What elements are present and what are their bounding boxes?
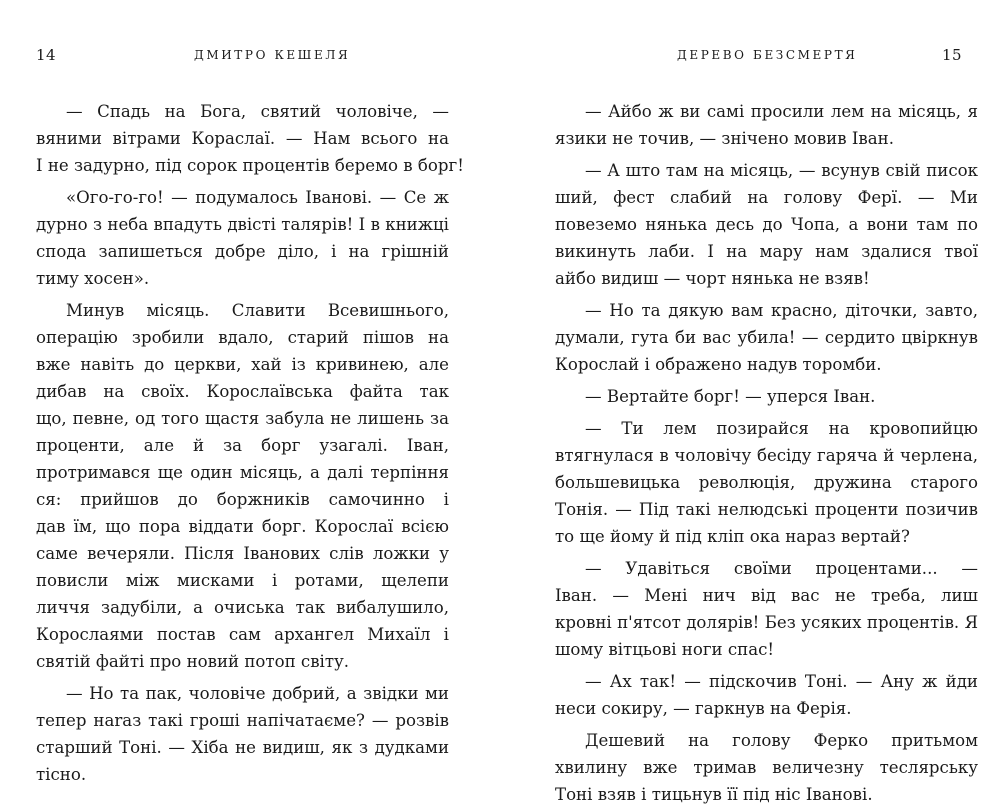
text-line: тісно.	[36, 765, 87, 784]
text-line: думали, гута би вас убила! — сердито цвіркнув	[555, 328, 978, 347]
text-line: протримався ще один місяць, а далі терпіння	[36, 463, 449, 482]
text-line: — Спадь на Бога, святий чоловіче, —	[66, 102, 449, 121]
text-line: кровні п'ятсот долярів! Без усяких процентів. Я	[555, 613, 978, 632]
left-page	[0, 0, 500, 784]
text-line: — Но та дякую вам красно, діточки, завто,	[585, 301, 978, 320]
text-line: тепер наraз такі гроші напічатаєме? — розвів	[36, 711, 449, 730]
page-text	[555, 98, 978, 808]
page-number: 15	[942, 46, 963, 64]
text-line: вяними вітрами Кораслаї. — Нам всього на	[36, 129, 449, 148]
text-line: Дешевий на голову Ферко притьмом	[585, 731, 978, 750]
text-line: спода запишеться добре діло, і на грішній	[36, 242, 449, 261]
text-line: вже навіть до церкви, хай із кривинею, але	[36, 355, 449, 374]
text-line: Тонія. — Під такі нелюдські проценти позичив	[555, 500, 978, 519]
text-line: дибав на своїх. Корослаївська файта так	[36, 382, 449, 401]
text-line: повеземо нянька десь до Чопа, а вони там по	[555, 215, 978, 234]
paragraph	[555, 555, 978, 663]
text-line: дав їм, що пора віддати борг. Корослаї всією	[36, 517, 449, 536]
paragraph	[36, 184, 449, 292]
text-line: хвилину вже тримав величезну теслярську	[555, 758, 978, 777]
text-line: — Но та пак, чоловіче добрий, а звідки ми	[66, 684, 449, 703]
running-head: ДМИТРО КЕШЕЛЯ	[194, 48, 351, 62]
text-line: що, певне, од того щастя забула не лишень за	[36, 409, 449, 428]
paragraph	[36, 297, 449, 675]
text-line: Минув місяць. Славити Всевишнього,	[66, 301, 449, 320]
paragraph	[555, 98, 978, 152]
right-page	[500, 0, 1000, 804]
text-line: — Удавіться своїми процентами... —	[585, 559, 978, 578]
text-line: Корослаями постав сам архангел Михаїл і	[36, 625, 449, 644]
paragraph	[555, 727, 978, 808]
text-line: — Вертайте борг! — уперся Іван.	[585, 387, 876, 406]
text-line: Корослай і ображено надув торомби.	[555, 355, 882, 374]
text-line: шому вітцьові ноги спас!	[555, 640, 775, 659]
text-line: то ще йому й під кліп ока нараз вертай?	[555, 527, 910, 546]
paragraph	[555, 668, 978, 722]
text-line: Тоні взяв і тицьнув її під ніс Іванові.	[555, 785, 873, 804]
text-line: — Ах так! — підскочив Тоні. — Ану ж йди	[585, 672, 978, 691]
text-line: личчя задубіли, а очиська так вибалушило,	[36, 598, 449, 617]
text-line: большевицька революція, дружина старого	[555, 473, 978, 492]
text-line: ся: прийшов до боржників самочинно і	[36, 490, 449, 509]
running-head: ДЕРЕВО БЕЗСМЕРТЯ	[677, 48, 858, 62]
text-line: «Ого-го-го! — подумалось Іванові. — Се ж	[66, 188, 449, 207]
text-line: втягнулася в чоловічу бесіду гаряча й черлена,	[555, 446, 978, 465]
text-line: — Айбо ж ви самі просили лем на місяць, я	[585, 102, 978, 121]
page-number: 14	[36, 46, 57, 64]
paragraph	[555, 415, 978, 550]
text-line: неси сокиру, — гаркнув на Ферія.	[555, 699, 852, 718]
text-line: операцію зробили вдало, старий пішов на	[36, 328, 449, 347]
text-line: тиму хосен».	[36, 269, 150, 288]
text-line: язики не точив, — знічено мовив Іван.	[555, 129, 894, 148]
text-line: Іван. — Мені нич від вас не треба, лиш	[555, 586, 978, 605]
text-line: повисли між мисками і ротами, щелепи	[36, 571, 449, 590]
text-line: — Ти лем позирайся на кровопийцю	[585, 419, 978, 438]
paragraph	[36, 680, 449, 788]
text-line: проценти, але й за борг узагалі. Іван,	[36, 436, 449, 455]
text-line: айбо видиш — чорт нянька не взяв!	[555, 269, 870, 288]
paragraph	[555, 157, 978, 292]
text-line: викинуть лаби. І на мару нам здалися твої	[555, 242, 978, 261]
text-line: святій файті про новий потоп світу.	[36, 652, 350, 671]
text-line: ший, фест слабий на голову Ферї. — Ми	[555, 188, 978, 207]
text-line: І не задурно, під сорок процентів беремо в борг!	[36, 156, 464, 175]
text-line: — А што там на місяць, — всунув свій писок	[585, 161, 978, 180]
text-line: старший Тоні. — Хіба не видиш, як з дудками	[36, 738, 449, 757]
page-text	[36, 98, 464, 788]
paragraph	[36, 98, 464, 179]
paragraph	[555, 383, 978, 410]
text-line: дурно з неба впадуть двісті талярів! І в книжці	[36, 215, 449, 234]
text-line: саме вечеряли. Після Іванових слів ложки у	[36, 544, 449, 563]
paragraph	[555, 297, 978, 378]
